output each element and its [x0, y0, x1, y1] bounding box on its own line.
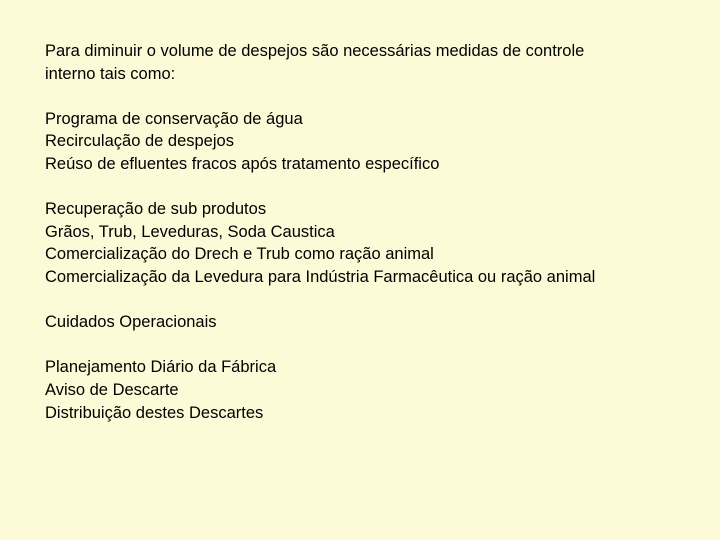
byproduct-yeast: Comercialização da Levedura para Indústria Farmacêutica ou ração animal	[45, 267, 596, 286]
planning-discard-distribution: Distribuição destes Descartes	[45, 403, 264, 422]
measure-waste-recirculation: Recirculação de despejos	[45, 132, 234, 151]
measure-water-conservation: Programa de conservação de água	[45, 109, 303, 128]
planning-group	[45, 356, 720, 424]
byproduct-drech-trub: Comercialização do Drech e Trub como ração animal	[45, 245, 434, 264]
measure-effluent-reuse: Reúso de efluentes fracos após tratamento específico	[45, 154, 440, 173]
byproduct-recovery-group	[45, 198, 720, 288]
spacer	[45, 334, 720, 357]
spacer	[45, 289, 720, 312]
water-measures-group	[45, 108, 720, 176]
operational-care-heading: Cuidados Operacionais	[45, 313, 217, 332]
spacer	[45, 176, 720, 199]
byproduct-list: Grãos, Trub, Leveduras, Soda Caustica	[45, 222, 335, 241]
planning-discard-notice: Aviso de Descarte	[45, 380, 179, 399]
planning-daily: Planejamento Diário da Fábrica	[45, 358, 277, 377]
intro-line-2: interno tais como:	[45, 64, 176, 83]
intro-paragraph	[45, 40, 720, 85]
spacer	[45, 85, 720, 108]
intro-line-1: Para diminuir o volume de despejos são necessárias medidas de controle	[45, 42, 585, 60]
operational-care-group	[45, 311, 720, 334]
byproduct-heading: Recuperação de sub produtos	[45, 200, 267, 219]
